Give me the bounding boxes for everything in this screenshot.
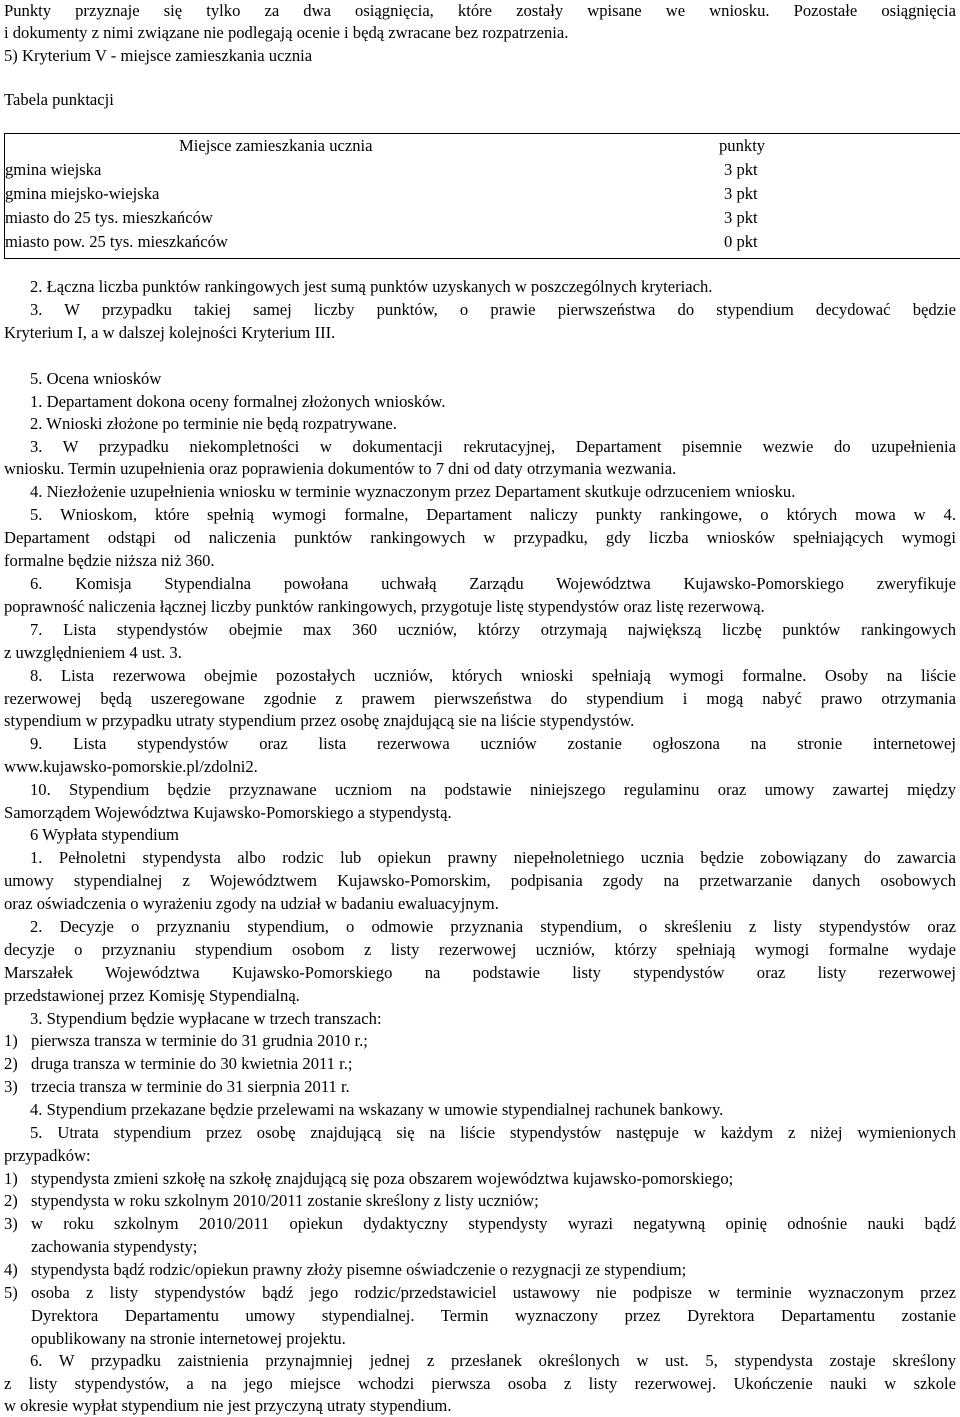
loss-case-5-number: 5) <box>4 1283 18 1302</box>
loss-case-2-number: 2) <box>4 1191 18 1210</box>
eval-item-8-line-1: 8. Lista rezerwowa obejmie pozostałych uczniów, których wnioski spełniają wymogi formalne. Osoby na liście <box>30 666 956 685</box>
loss-case-5-line-2: Dyrektora Departamentu umowy stypendialnej. Termin wyznaczony przez Dyrektora Departamentu zostanie <box>31 1306 956 1325</box>
eval-item-8-line-3: stypendium w przypadku utraty stypendium przez osobę znajdującą sie na liście stypendystów. <box>4 711 635 730</box>
section-6-heading: 6 Wypłata stypendium <box>30 825 179 844</box>
eval-item-4: 4. Niezłożenie uzupełnienia wniosku w terminie wyznaczonym przez Departament skutkuje odrzuceniem wniosku. <box>30 482 796 501</box>
eval-item-9-line-1: 9. Lista stypendystów oraz lista rezerwowa uczniów zostanie ogłoszona na stronie internetowej <box>30 734 956 753</box>
eval-item-6-line-1: 6. Komisja Stypendialna powołana uchwałą Zarządu Województwa Kujawsko-Pomorskiego zweryfikuje <box>30 574 956 593</box>
table-row-place: miasto pow. 25 tys. mieszkańców <box>5 232 228 251</box>
eval-item-10-line-1: 10. Stypendium będzie przyznawane uczniom na podstawie niniejszego regulaminu oraz umowy zawartej między <box>30 780 956 799</box>
eval-item-6-line-2: poprawność naliczenia łącznej liczby punktów rankingowych, przygotuje listę stypendystów oraz listę rezerwową. <box>4 597 765 616</box>
eval-item-7-line-2: z uwzględnieniem 4 ust. 3. <box>4 643 182 662</box>
section-5-heading: 5. Ocena wniosków <box>30 369 162 388</box>
table-row-place: miasto do 25 tys. mieszkańców <box>5 208 213 227</box>
table-row-points: 3 pkt <box>724 160 758 179</box>
pay-item-5-line-2: przypadków: <box>4 1146 91 1165</box>
intro-line-1: Punkty przyznaje się tylko za dwa osiągnięcia, które zostały wpisane we wniosku. Pozostałe osiągnięcia <box>4 1 956 20</box>
pay-item-1-line-3: oraz oświadczenia o wyrażeniu zgody na udział w badaniu ewaluacyjnym. <box>4 894 499 913</box>
paragraph-3-line-2: Kryterium I, a w dalszej kolejności Kryterium III. <box>4 323 336 342</box>
eval-item-2: 2. Wnioski złożone po terminie nie będą rozpatrywane. <box>30 414 397 433</box>
table-row-points: 0 pkt <box>724 232 758 251</box>
eval-item-7-line-1: 7. Lista stypendystów obejmie max 360 uczniów, którzy otrzymają największą liczbę punktów rankingowych <box>30 620 956 639</box>
eval-item-8-line-2: rezerwowej będą uszeregowane zgodnie z prawem pierwszeństwa do stypendium i mogą nabyć prawo otrzymania <box>4 689 956 708</box>
loss-case-1: stypendysta zmieni szkołę na szkołę znajdującą się poza obszarem województwa kujawsko-pomorskiego; <box>31 1169 734 1188</box>
loss-case-4-number: 4) <box>4 1260 18 1279</box>
eval-item-3-line-1: 3. W przypadku niekompletności w dokumentacji rekrutacyjnej, Departament pisemnie wezwie do uzupełnienia <box>30 437 956 456</box>
eval-item-1: 1. Departament dokona oceny formalnej złożonych wniosków. <box>30 392 446 411</box>
tranche-3-number: 3) <box>4 1077 18 1096</box>
pay-item-2-line-2: decyzje o przyznaniu stypendium osobom z listy rezerwowej uczniów, którzy spełniają wymogi formalne wydaje <box>4 940 956 959</box>
tranche-1: pierwsza transza w terminie do 31 grudnia 2010 r.; <box>31 1031 368 1050</box>
loss-case-5-line-3: opublikowany na stronie internetowej projektu. <box>31 1329 346 1348</box>
table-header-place: Miejsce zamieszkania ucznia <box>179 136 373 155</box>
table-title: Tabela punktacji <box>4 90 114 109</box>
loss-case-2: stypendysta w roku szkolnym 2010/2011 zostanie skreślony z listy uczniów; <box>31 1191 539 1210</box>
pay-item-1-line-2: umowy stypendialnej z Województwem Kujawsko-Pomorskim, podpisania zgody na przetwarzanie danych osobowych <box>4 871 956 890</box>
eval-item-5-line-1: 5. Wnioskom, które spełnią wymogi formalne, Departament naliczy punkty rankingowe, o których mowa w 4. <box>30 505 956 524</box>
intro-line-2: i dokumenty z nimi związane nie podlegają ocenie i będą zwracane bez rozpatrzenia. <box>4 23 569 42</box>
table-row-place: gmina wiejska <box>5 160 102 179</box>
tranche-2-number: 2) <box>4 1054 18 1073</box>
pay-item-6-line-2: z listy stypendystów, a na jego miejsce wchodzi pierwsza osoba z listy rezerwowej. Ukończenie nauki w szkole <box>4 1374 956 1393</box>
tranche-1-number: 1) <box>4 1031 18 1050</box>
table-row-place: gmina miejsko-wiejska <box>5 184 160 203</box>
pay-item-5-line-1: 5. Utrata stypendium przez osobę znajdującą się na liście stypendystów następuje w każdym z niżej wymienionych <box>30 1123 956 1142</box>
tranche-2: druga transza w terminie do 30 kwietnia 2011 r.; <box>31 1054 353 1073</box>
table-header-points: punkty <box>719 136 766 155</box>
loss-case-3-line-1: w roku szkolnym 2010/2011 opiekun dydaktyczny stypendysty wyrazi negatywną opinię odnośnie nauki bądź <box>31 1214 956 1233</box>
table-row-points: 3 pkt <box>724 184 758 203</box>
pay-item-2-line-1: 2. Decyzje o przyznaniu stypendium, o odmowie przyznania stypendium, o skreśleniu z listy stypendystów oraz <box>30 917 956 936</box>
loss-case-5-line-1: osoba z listy stypendystów bądź jego rodzic/przedstawiciel ustawowy nie podpisze w terminie wyznaczonym przez <box>31 1283 956 1302</box>
pay-item-3: 3. Stypendium będzie wypłacane w trzech transzach: <box>30 1009 382 1028</box>
eval-item-5-line-3: formalne będzie niższa niż 360. <box>4 551 215 570</box>
pay-item-6-line-3: w okresie wypłat stypendium nie jest przyczyną utraty stypendium. <box>4 1396 452 1415</box>
pay-item-1-line-1: 1. Pełnoletni stypendysta albo rodzic lub opiekun prawny niepełnoletniego ucznia będzie zobowiązany do zawarcia <box>30 848 956 867</box>
criterion-5-heading: 5) Kryterium V - miejsce zamieszkania ucznia <box>4 46 313 65</box>
tranche-3: trzecia transza w terminie do 31 sierpnia 2011 r. <box>31 1077 350 1096</box>
pay-item-2-line-3: Marszałek Województwa Kujawsko-Pomorskiego na podstawie listy stypendystów oraz listy rezerwowej <box>4 963 956 982</box>
eval-item-5-line-2: Departament odstąpi od naliczenia punktów rankingowych w przypadku, gdy liczba wniosków spełniających wymogi <box>4 528 956 547</box>
table-row-points: 3 pkt <box>724 208 758 227</box>
paragraph-3-line-1: 3. W przypadku takiej samej liczby punktów, o prawie pierwszeństwa do stypendium decydować będzie <box>30 300 956 319</box>
eval-item-10-line-2: Samorządem Województwa Kujawsko-Pomorskiego a stypendystą. <box>4 803 452 822</box>
points-table <box>4 133 960 259</box>
loss-case-1-number: 1) <box>4 1169 18 1188</box>
pay-item-2-line-4: przedstawionej przez Komisję Stypendialną. <box>4 986 300 1005</box>
loss-case-3-number: 3) <box>4 1214 18 1233</box>
loss-case-4: stypendysta bądź rodzic/opiekun prawny złoży pisemne oświadczenie o rezygnacji ze stypendium; <box>31 1260 687 1279</box>
pay-item-4: 4. Stypendium przekazane będzie przelewami na wskazany w umowie stypendialnej rachunek bankowy. <box>30 1100 724 1119</box>
eval-item-9-line-2: www.kujawsko-pomorskie.pl/zdolni2. <box>4 757 258 776</box>
paragraph-2: 2. Łączna liczba punktów rankingowych jest sumą punktów uzyskanych w poszczególnych kryteriach. <box>30 277 713 296</box>
eval-item-3-line-2: wniosku. Termin uzupełnienia oraz poprawienia dokumentów to 7 dni od daty otrzymania wezwania. <box>4 459 677 478</box>
pay-item-6-line-1: 6. W przypadku zaistnienia przynajmniej jednej z przesłanek określonych w ust. 5, stypendysta zostaje skreślony <box>30 1351 956 1370</box>
loss-case-3-line-2: zachowania stypendysty; <box>31 1237 198 1256</box>
